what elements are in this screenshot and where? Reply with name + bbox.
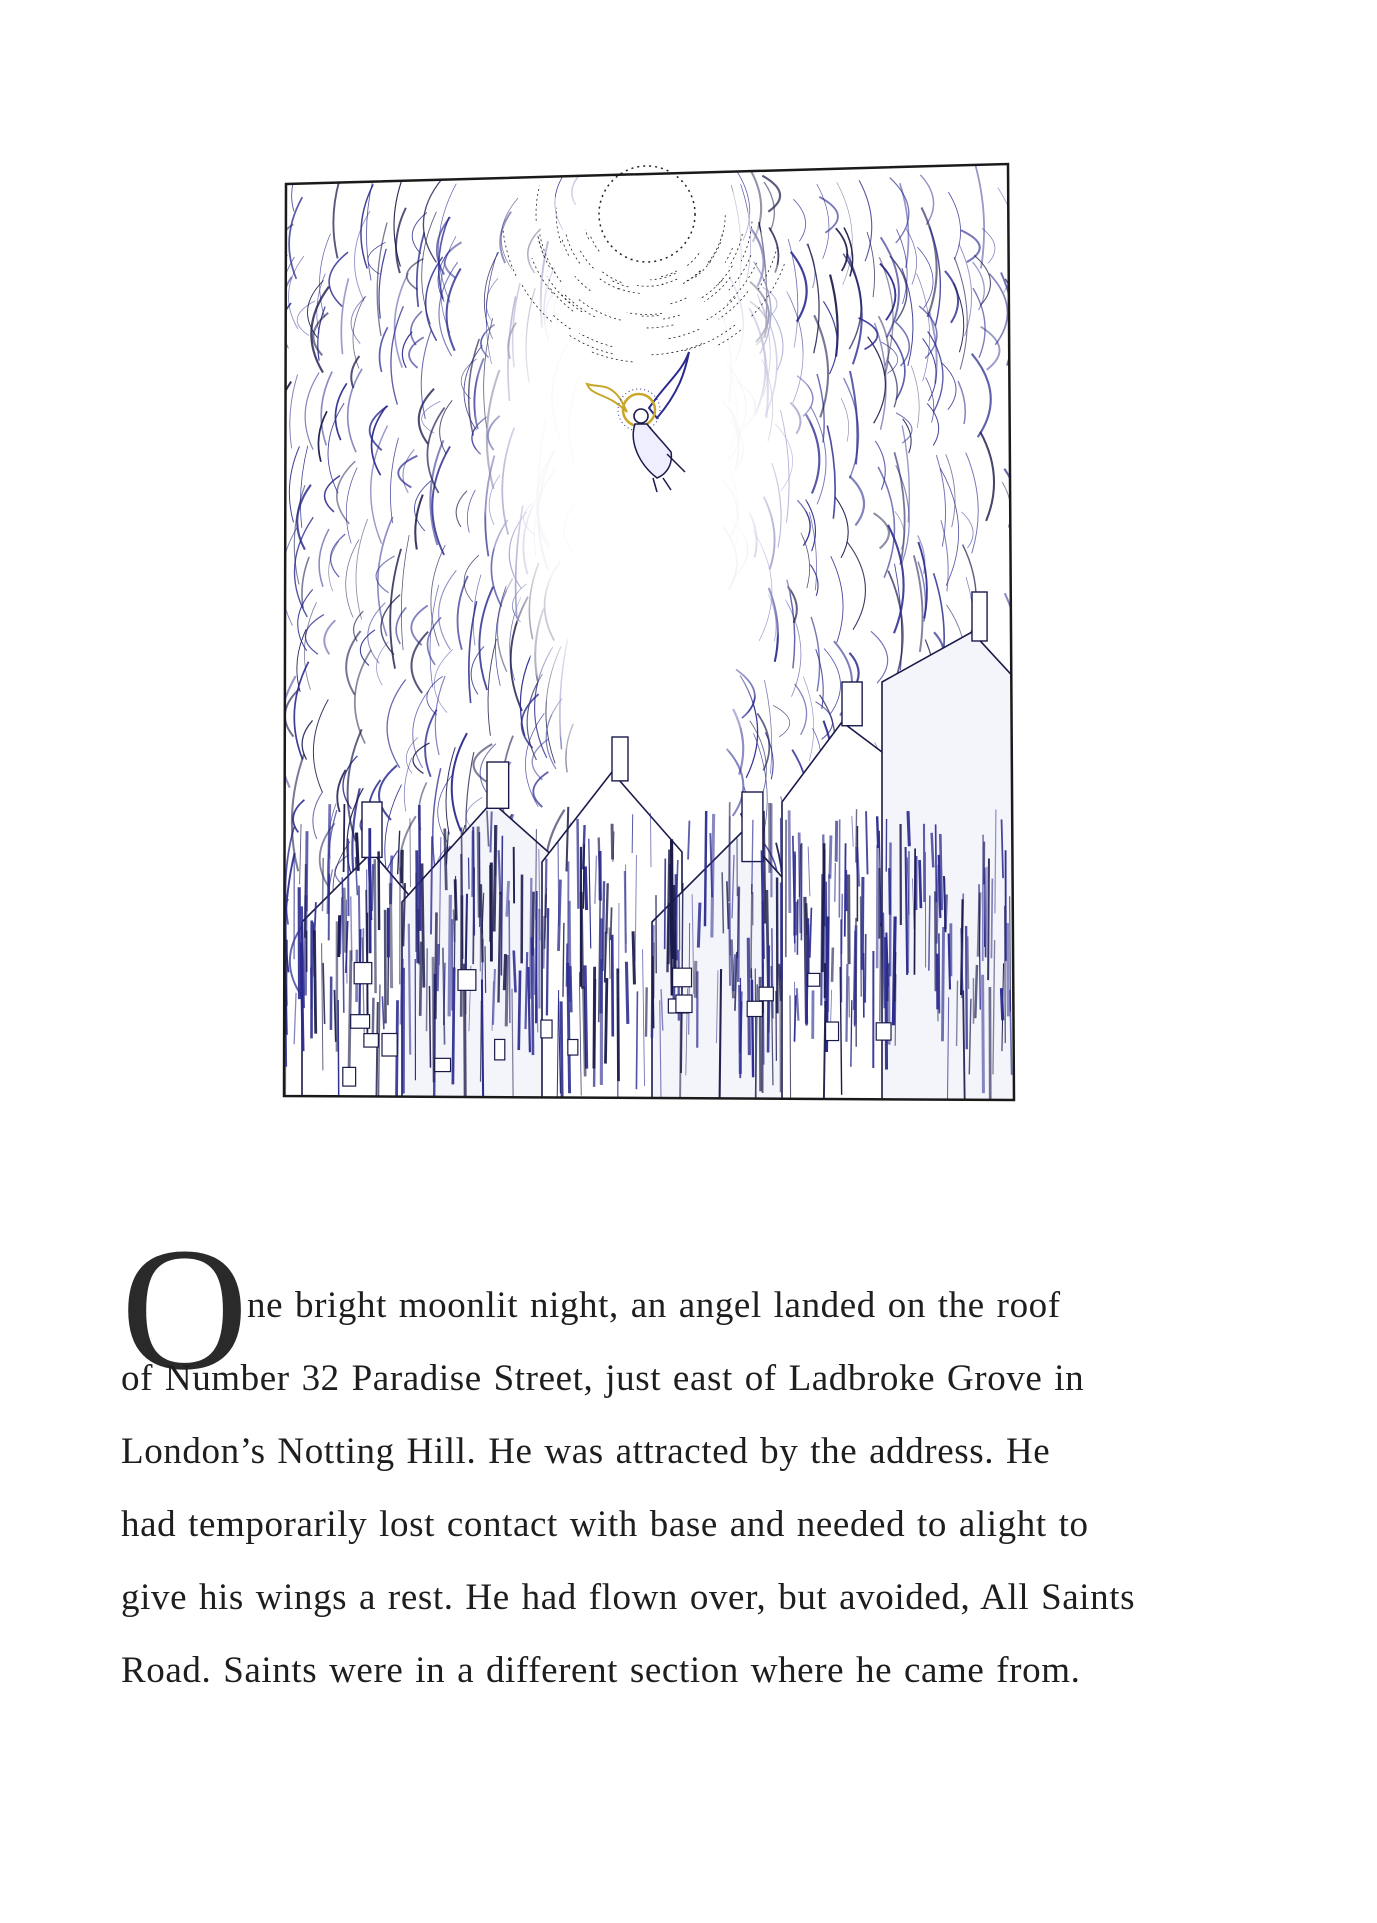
moon [599,166,695,262]
story-line: ne bright moonlit night, an angel landed on the roof [247,1285,1061,1326]
story-line: give his wings a rest. He had flown over, but avoided, All Saints [121,1577,1136,1618]
story-line: London’s Notting Hill. He was attracted by the address. He [121,1431,1051,1472]
moonlit-rooftops-illustration [282,162,1018,1107]
story-line: had temporarily lost contact with base and needed to alight to [121,1504,1089,1545]
story-line: Road. Saints were in a different section where he came from. [121,1650,1081,1691]
story-line: of Number 32 Paradise Street, just east of Ladbroke Grove in [121,1358,1085,1399]
illustration-canvas [282,162,1018,1107]
drop-cap: O [121,1212,249,1407]
